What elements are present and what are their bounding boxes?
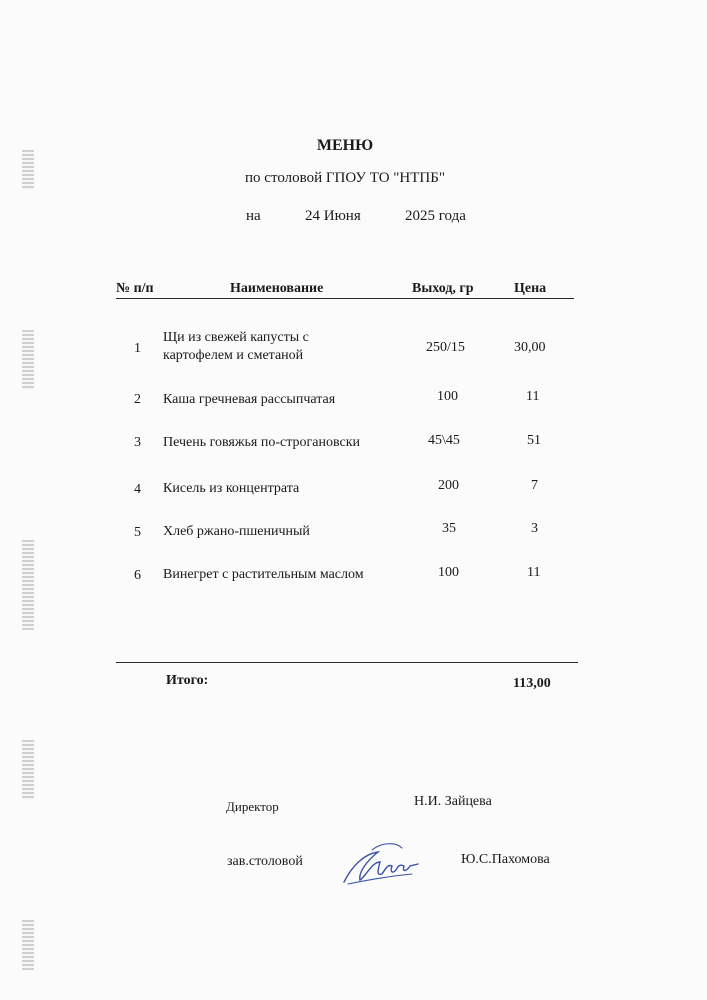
- row-number: 3: [134, 435, 141, 450]
- date-prefix: на: [246, 208, 261, 224]
- row-number: 6: [134, 568, 141, 583]
- dish-yield: 100: [438, 565, 459, 580]
- dish-yield: 100: [437, 389, 458, 404]
- row-number: 4: [134, 482, 141, 497]
- director-title: Директор: [226, 799, 279, 814]
- total-divider: [116, 662, 578, 663]
- canteen-head-name: Ю.С.Пахомова: [461, 852, 550, 867]
- dish-yield: 250/15: [426, 340, 465, 355]
- total-value: 113,00: [513, 676, 551, 691]
- column-header-name: Наименование: [230, 281, 324, 296]
- dish-yield: 35: [442, 521, 456, 536]
- total-label: Итого:: [166, 673, 209, 688]
- dish-name: Печень говяжья по-строгановски: [163, 435, 361, 450]
- dish-name: Щи из свежей капусты с: [163, 330, 309, 345]
- dish-name: Кисель из концентрата: [163, 481, 300, 496]
- dish-name: Винегрет с растительным маслом: [163, 567, 364, 582]
- dish-price: 7: [531, 478, 538, 493]
- handwritten-signature: [338, 836, 424, 892]
- dish-price: 3: [531, 521, 538, 536]
- dish-price: 11: [527, 565, 541, 580]
- column-header-number: № п/п: [116, 281, 154, 296]
- director-name: Н.И. Зайцева: [414, 794, 492, 809]
- dish-price: 51: [527, 433, 541, 448]
- scan-edge-mark: [22, 920, 34, 970]
- row-number: 5: [134, 525, 141, 540]
- column-header-yield: Выход, гр: [412, 281, 474, 296]
- dish-name: Каша гречневая рассыпчатая: [163, 392, 336, 407]
- row-number: 1: [134, 341, 141, 356]
- dish-name: картофелем и сметаной: [163, 348, 304, 363]
- date-day: 24 Июня: [305, 208, 361, 224]
- scan-edge-mark: [22, 740, 34, 800]
- dish-yield: 45\45: [428, 433, 460, 448]
- row-number: 2: [134, 392, 141, 407]
- header-divider: [116, 298, 574, 299]
- canteen-head-title: зав.столовой: [227, 854, 303, 869]
- document-subtitle: по столовой ГПОУ ТО "НТПБ": [245, 170, 445, 186]
- dish-price: 30,00: [514, 340, 546, 355]
- dish-price: 11: [526, 389, 540, 404]
- date-year: 2025 года: [405, 208, 466, 224]
- dish-yield: 200: [438, 478, 459, 493]
- scan-edge-mark: [22, 330, 34, 390]
- dish-name: Хлеб ржано-пшеничный: [163, 524, 310, 539]
- document-title: МЕНЮ: [316, 137, 374, 154]
- column-header-price: Цена: [514, 281, 547, 296]
- scan-edge-mark: [22, 540, 34, 630]
